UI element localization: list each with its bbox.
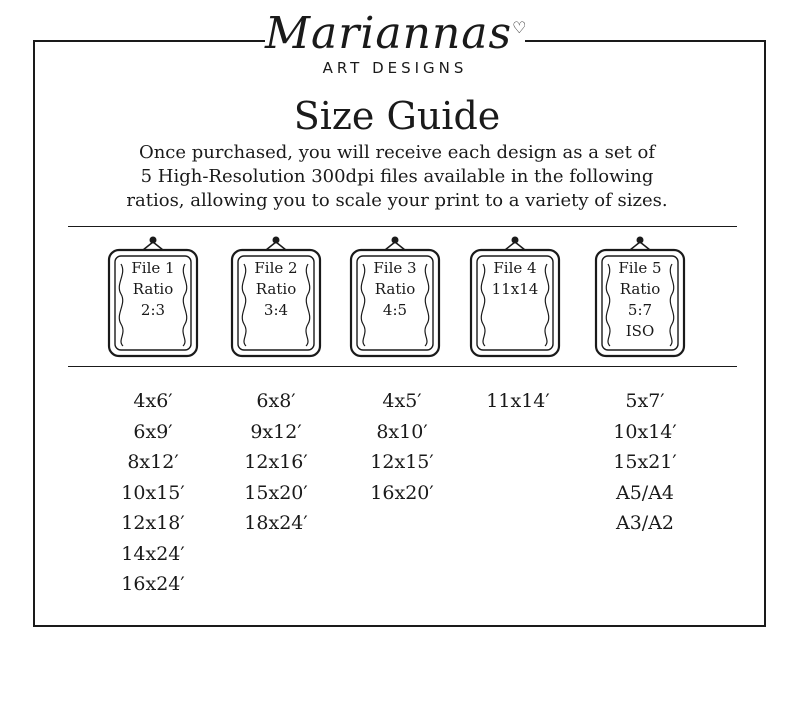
size-item: 4x5′ (382, 390, 422, 412)
description-line: 5 High-Resolution 300dpi files available in the following (140, 166, 654, 187)
top-divider (68, 226, 737, 227)
size-list-file-1 (83, 386, 223, 600)
frame-label (125, 258, 181, 321)
size-item: 15x21′ (613, 451, 677, 473)
description-line: ratios, allowing you to scale your print to a variety of sizes. (126, 190, 668, 211)
size-item: 10x15′ (121, 481, 185, 504)
frame-file-4 (469, 234, 561, 360)
size-item: 16x20′ (370, 481, 434, 504)
size-item: 16x24′ (121, 573, 185, 595)
size-item: 5x7′ (625, 390, 665, 412)
size-item: 11x14′ (486, 390, 550, 412)
frame-file-5 (594, 234, 686, 360)
frame-label-line: 11x14 (491, 280, 539, 298)
size-list-file-5 (575, 386, 715, 539)
frame-label (248, 258, 304, 321)
size-item: 12x16′ (244, 451, 308, 473)
frame-label-line: File 5 (618, 259, 662, 277)
frame-label-line: 3:4 (263, 301, 289, 319)
size-item: 14x24′ (121, 542, 185, 565)
frame-label-line: 2:3 (140, 301, 166, 319)
size-item: 8x12′ (127, 451, 179, 473)
bottom-divider (68, 366, 737, 367)
size-item: 6x9′ (133, 420, 173, 443)
frame-label (487, 258, 543, 300)
size-item: A5/A4 (615, 481, 675, 504)
heart-icon: ♡ (512, 18, 528, 37)
size-list-file-2 (206, 386, 346, 539)
frame-label-line: File 1 (131, 259, 175, 277)
frame-label-line: ISO (625, 322, 655, 340)
frame-label-line: Ratio (619, 280, 661, 298)
frame-label-line: File 3 (373, 259, 417, 277)
frame-file-1 (107, 234, 199, 360)
size-item: 18x24′ (244, 512, 308, 534)
size-item: 4x6′ (133, 390, 173, 412)
frame-label (612, 258, 668, 342)
frame-file-3 (349, 234, 441, 360)
frame-label (367, 258, 423, 321)
size-item: 10x14′ (613, 420, 677, 443)
brand-tagline: ART DESIGNS (322, 59, 468, 77)
size-item: 12x15′ (370, 451, 434, 473)
frame-label-line: Ratio (374, 280, 416, 298)
size-item: 9x12′ (250, 420, 302, 443)
frame-label-line: Ratio (132, 280, 174, 298)
frame-label-line: Ratio (255, 280, 297, 298)
frame-label-line: File 4 (493, 259, 537, 277)
size-list-file-4 (448, 386, 588, 417)
size-item: 12x18′ (121, 512, 185, 534)
page-title: Size Guide (293, 94, 501, 138)
description (0, 141, 794, 213)
size-item: 6x8′ (256, 390, 296, 412)
frame-label-line: 4:5 (382, 301, 408, 319)
brand-logo (265, 5, 528, 95)
size-item: A3/A2 (615, 512, 675, 534)
frame-label-line: 5:7 (627, 301, 653, 319)
frame-label-line: File 2 (254, 259, 298, 277)
description-line: Once purchased, you will receive each design as a set of (138, 142, 656, 163)
size-item: 15x20′ (244, 481, 308, 504)
brand-script-name: Mariannas♡ (265, 8, 528, 59)
size-item: 8x10′ (376, 420, 428, 443)
frame-file-2 (230, 234, 322, 360)
